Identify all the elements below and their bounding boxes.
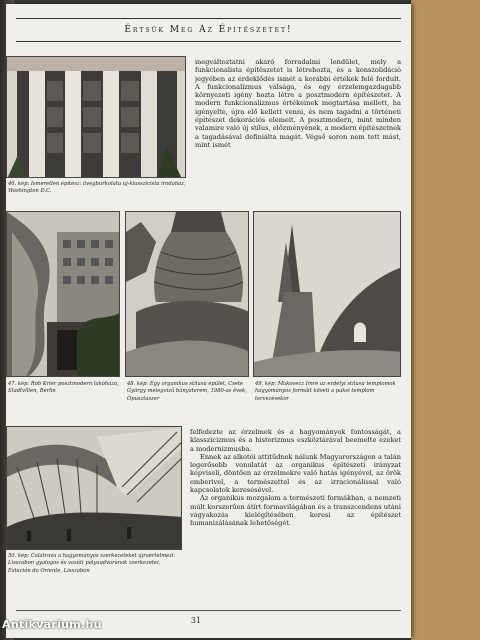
photo-fig48 bbox=[125, 211, 249, 377]
body-text-top bbox=[195, 58, 401, 208]
photo-fig50 bbox=[6, 426, 182, 550]
body-paragraph: Ennek az alkotói attitűdnek nálunk Magyarországon a talán legerősebb vonulatát az organikus építészeti irányzat képviseli, döntően az érzelmekre való hatás igényével, az örök emberivel, a természettel és az irracionálissal való kapcsolatok keresésével. bbox=[190, 452, 401, 495]
caption-fig50: 50. kép: Calatrava a hagyományos szerkezeteket újraértelmezi: Lisszabon gyalogos és vasúti pályaudvarának szerkezetei, Estación do Oriente, Lisszabon bbox=[8, 553, 176, 574]
running-header-title: Értsük Meg Az Építészetet! bbox=[124, 25, 293, 35]
photo-fig47-image bbox=[7, 212, 120, 377]
watermark: Antikvarium.hu bbox=[2, 618, 102, 631]
caption-fig47: 47. kép: Rob Krier posztmodern lakóháza, Stadtvillen, Berlin bbox=[8, 381, 119, 395]
body-paragraph: Az organikus mozgalom a természeti formákban, a nemzeti múlt korszerűen átírt formavilágában és a transzcendens utáni vágyakozás kielégítésében keresi az építészet humanizálásának lehetőségét. bbox=[190, 494, 401, 528]
body-text-bottom bbox=[190, 428, 401, 606]
photo-fig48-image bbox=[126, 212, 249, 377]
background-table bbox=[411, 0, 480, 640]
caption-fig46: 46. kép: Ismeretlen építész: üvegburkolatú új-klasszicista irodaház, Washington D.C. bbox=[8, 181, 186, 195]
book-page bbox=[6, 4, 411, 638]
body-paragraph: felfedezte az érzelmek és a hagyományok fontosságát, a klasszicizmus és a historizmus eszköztárával beemelte ezeket a modernizmusba. bbox=[190, 428, 401, 453]
caption-fig48: 48. kép: Egy organikus stílusú épület, Csete György melegvízű bányaterem, 1980-as évek, Ópusztaszer bbox=[127, 381, 247, 402]
photo-fig46 bbox=[6, 56, 186, 178]
photo-fig47 bbox=[6, 211, 120, 377]
photo-fig49 bbox=[253, 211, 401, 377]
page-number: 31 bbox=[190, 616, 202, 625]
photo-fig50-image bbox=[7, 427, 182, 550]
photo-fig46-image bbox=[7, 57, 186, 178]
photo-fig49-image bbox=[254, 212, 401, 377]
running-header bbox=[16, 18, 401, 42]
caption-fig49: 49. kép: Makovecz Imre az erdélyi stílusú templomok hagyományos formáit követi a paksi templom tervezésekor bbox=[255, 381, 396, 402]
footer-rule bbox=[16, 610, 401, 611]
body-paragraph: megváltoztatni akaró forradalmi lendület, mely a funkcionalista építészetet is létrehozta, és a konszolidáció jegyében az érdeklődés ismét a korábbi értékek felé fordult. A funkcionalizmus válsága, és egy érzelemgazdagabb környezeti igény hozta létre a posztmodern építészetet. A modern funkcionalizmus értékeinek megtartása mellett, ha igényelte, újra elő kellett venni, és nem tagadni a történeti építészet dekorációs elemeit. A posztmodern, mint minden valamire való új stílus, előzményének, a modern építészetnek a tagadásával definiálta magát. Végső soron nem tett mást, mint ismét bbox=[195, 58, 401, 149]
